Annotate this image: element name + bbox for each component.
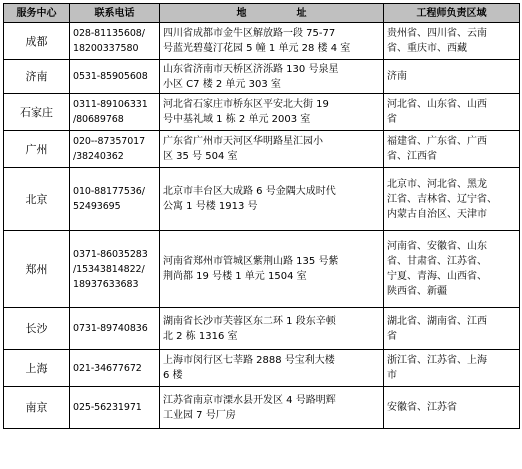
- engineer-region-line: 湖北省、湖南省、江西: [387, 315, 487, 327]
- table-row: [4, 231, 520, 308]
- engineer-region: [384, 60, 520, 94]
- address: [160, 168, 384, 231]
- contact-phone: [70, 387, 160, 429]
- engineer-region-line: 北京市、河北省、黑龙: [387, 178, 487, 190]
- address: [160, 387, 384, 429]
- address-line: 号中基礼域 1 栋 2 单元 2003 室: [163, 114, 311, 125]
- address-line: 上海市闵行区七莘路 2888 号宝利大楼: [163, 355, 335, 366]
- address-line: 北 2 栋 1316 室: [163, 330, 238, 342]
- address-line: 四川省成都市金牛区解放路一段 75-77: [163, 28, 336, 39]
- contact-phone: [70, 350, 160, 387]
- address-line: 江苏省南京市溧水县开发区 4 号路明辉: [163, 394, 336, 406]
- engineer-region-line: 贵州省、四川省、云南: [387, 28, 487, 39]
- address-line: 广东省广州市天河区华明路星汇园小: [163, 136, 323, 147]
- engineer-region-line: 江省、吉林省、辽宁省、: [387, 193, 497, 205]
- contact-phone: [70, 23, 160, 60]
- address: [160, 60, 384, 94]
- address: [160, 350, 384, 387]
- table-body: [4, 23, 520, 429]
- service-center-table-wrapper: [3, 3, 519, 429]
- contact-phone: [70, 94, 160, 131]
- engineer-region-line: 陕西省、新疆: [387, 286, 447, 297]
- engineer-region-line: 安徽省、江苏省: [387, 402, 457, 413]
- contact-phone-line: /15343814822/: [73, 263, 145, 275]
- engineer-region: [384, 131, 520, 168]
- service-center-name: 广州: [4, 131, 70, 168]
- service-center-name: 南京: [4, 387, 70, 429]
- engineer-region-line: 宁夏、青海、山西省、: [387, 271, 487, 282]
- table-row: [4, 168, 520, 231]
- contact-phone-line: 52493695: [73, 201, 121, 212]
- contact-phone-line: 021-34677672: [73, 362, 142, 374]
- service-center-name: 北京: [4, 168, 70, 231]
- engineer-region-line: 省、江西省: [387, 151, 437, 162]
- address-line: 北京市丰台区大成路 6 号金隅大成时代: [163, 186, 336, 197]
- engineer-region-line: 浙江省、江苏省、上海: [387, 355, 487, 366]
- address-line: 号蓝光碧蔓汀花园 5 幢 1 单元 28 楼 4 室: [163, 43, 351, 54]
- engineer-region: [384, 308, 520, 350]
- contact-phone: [70, 168, 160, 231]
- table-row: [4, 308, 520, 350]
- contact-phone-line: 010-88177536/: [73, 186, 145, 197]
- contact-phone-line: 028-81135608/: [73, 28, 145, 39]
- address: [160, 131, 384, 168]
- engineer-region: [384, 231, 520, 308]
- address-line: 6 楼: [163, 370, 183, 381]
- engineer-region-line: 省、重庆市、西藏: [387, 43, 467, 54]
- table-row: [4, 60, 520, 94]
- contact-phone-line: /38240362: [73, 151, 124, 162]
- address-line: 区 35 号 504 室: [163, 151, 238, 162]
- contact-phone-line: 025-56231971: [73, 402, 142, 413]
- service-center-name: 石家庄: [4, 94, 70, 131]
- contact-phone: [70, 60, 160, 94]
- contact-phone-line: 0731-89740836: [73, 323, 148, 334]
- header-address: 地 址: [160, 4, 384, 23]
- address-line: 公寓 1 号楼 1913 号: [163, 201, 258, 212]
- service-center-table: [3, 3, 520, 429]
- address-line: 小区 C7 楼 2 单元 303 室: [163, 78, 281, 90]
- table-row: [4, 94, 520, 131]
- engineer-region-line: 市: [387, 370, 397, 381]
- contact-phone-line: 0371-86035283: [73, 248, 148, 260]
- engineer-region: [384, 350, 520, 387]
- header-service-center: 服务中心: [4, 4, 70, 23]
- engineer-region-line: 福建省、广东省、广西: [387, 136, 487, 147]
- engineer-region: [384, 23, 520, 60]
- service-center-name: 上海: [4, 350, 70, 387]
- address: [160, 231, 384, 308]
- address-line: 山东省济南市天桥区济泺路 130 号泉星: [163, 63, 339, 75]
- table-row: [4, 131, 520, 168]
- contact-phone: [70, 231, 160, 308]
- address: [160, 308, 384, 350]
- header-phone: 联系电话: [70, 4, 160, 23]
- contact-phone-line: 18937633683: [73, 278, 139, 290]
- header-region: 工程师负责区域: [384, 4, 520, 23]
- engineer-region-line: 河北省、山东省、山西: [387, 99, 487, 110]
- engineer-region-line: 内蒙古自治区、天津市: [387, 208, 487, 220]
- contact-phone: [70, 308, 160, 350]
- service-center-name: 成都: [4, 23, 70, 60]
- address-line: 荆尚都 19 号楼 1 单元 1504 室: [163, 271, 307, 282]
- table-row: [4, 387, 520, 429]
- engineer-region-line: 济南: [387, 71, 407, 82]
- address-line: 河南省郑州市管城区紫荆山路 135 号紫: [163, 256, 339, 267]
- engineer-region-line: 河南省、安徽省、山东: [387, 241, 487, 252]
- table-row: [4, 23, 520, 60]
- engineer-region-line: 省: [387, 330, 397, 342]
- service-center-name: 长沙: [4, 308, 70, 350]
- engineer-region: [384, 168, 520, 231]
- address: [160, 23, 384, 60]
- contact-phone-line: 0311-89106331: [73, 99, 148, 110]
- address-line: 河北省石家庄市桥东区平安北大街 19: [163, 99, 329, 110]
- service-center-name: 济南: [4, 60, 70, 94]
- contact-phone-line: 020--87357017: [73, 136, 146, 147]
- service-center-name: 郑州: [4, 231, 70, 308]
- engineer-region: [384, 94, 520, 131]
- contact-phone-line: 18200337580: [73, 43, 139, 54]
- address-line: 湖南省长沙市芙蓉区东二环 1 段东辛顿: [163, 315, 336, 327]
- engineer-region-line: 省、甘肃省、江苏省、: [387, 256, 487, 267]
- contact-phone: [70, 131, 160, 168]
- address-line: 工业园 7 号厂房: [163, 409, 236, 421]
- address: [160, 94, 384, 131]
- table-row: [4, 350, 520, 387]
- header-row: [4, 4, 520, 23]
- contact-phone-line: 0531-85905608: [73, 71, 148, 82]
- engineer-region: [384, 387, 520, 429]
- contact-phone-line: /80689768: [73, 114, 124, 125]
- engineer-region-line: 省: [387, 114, 397, 125]
